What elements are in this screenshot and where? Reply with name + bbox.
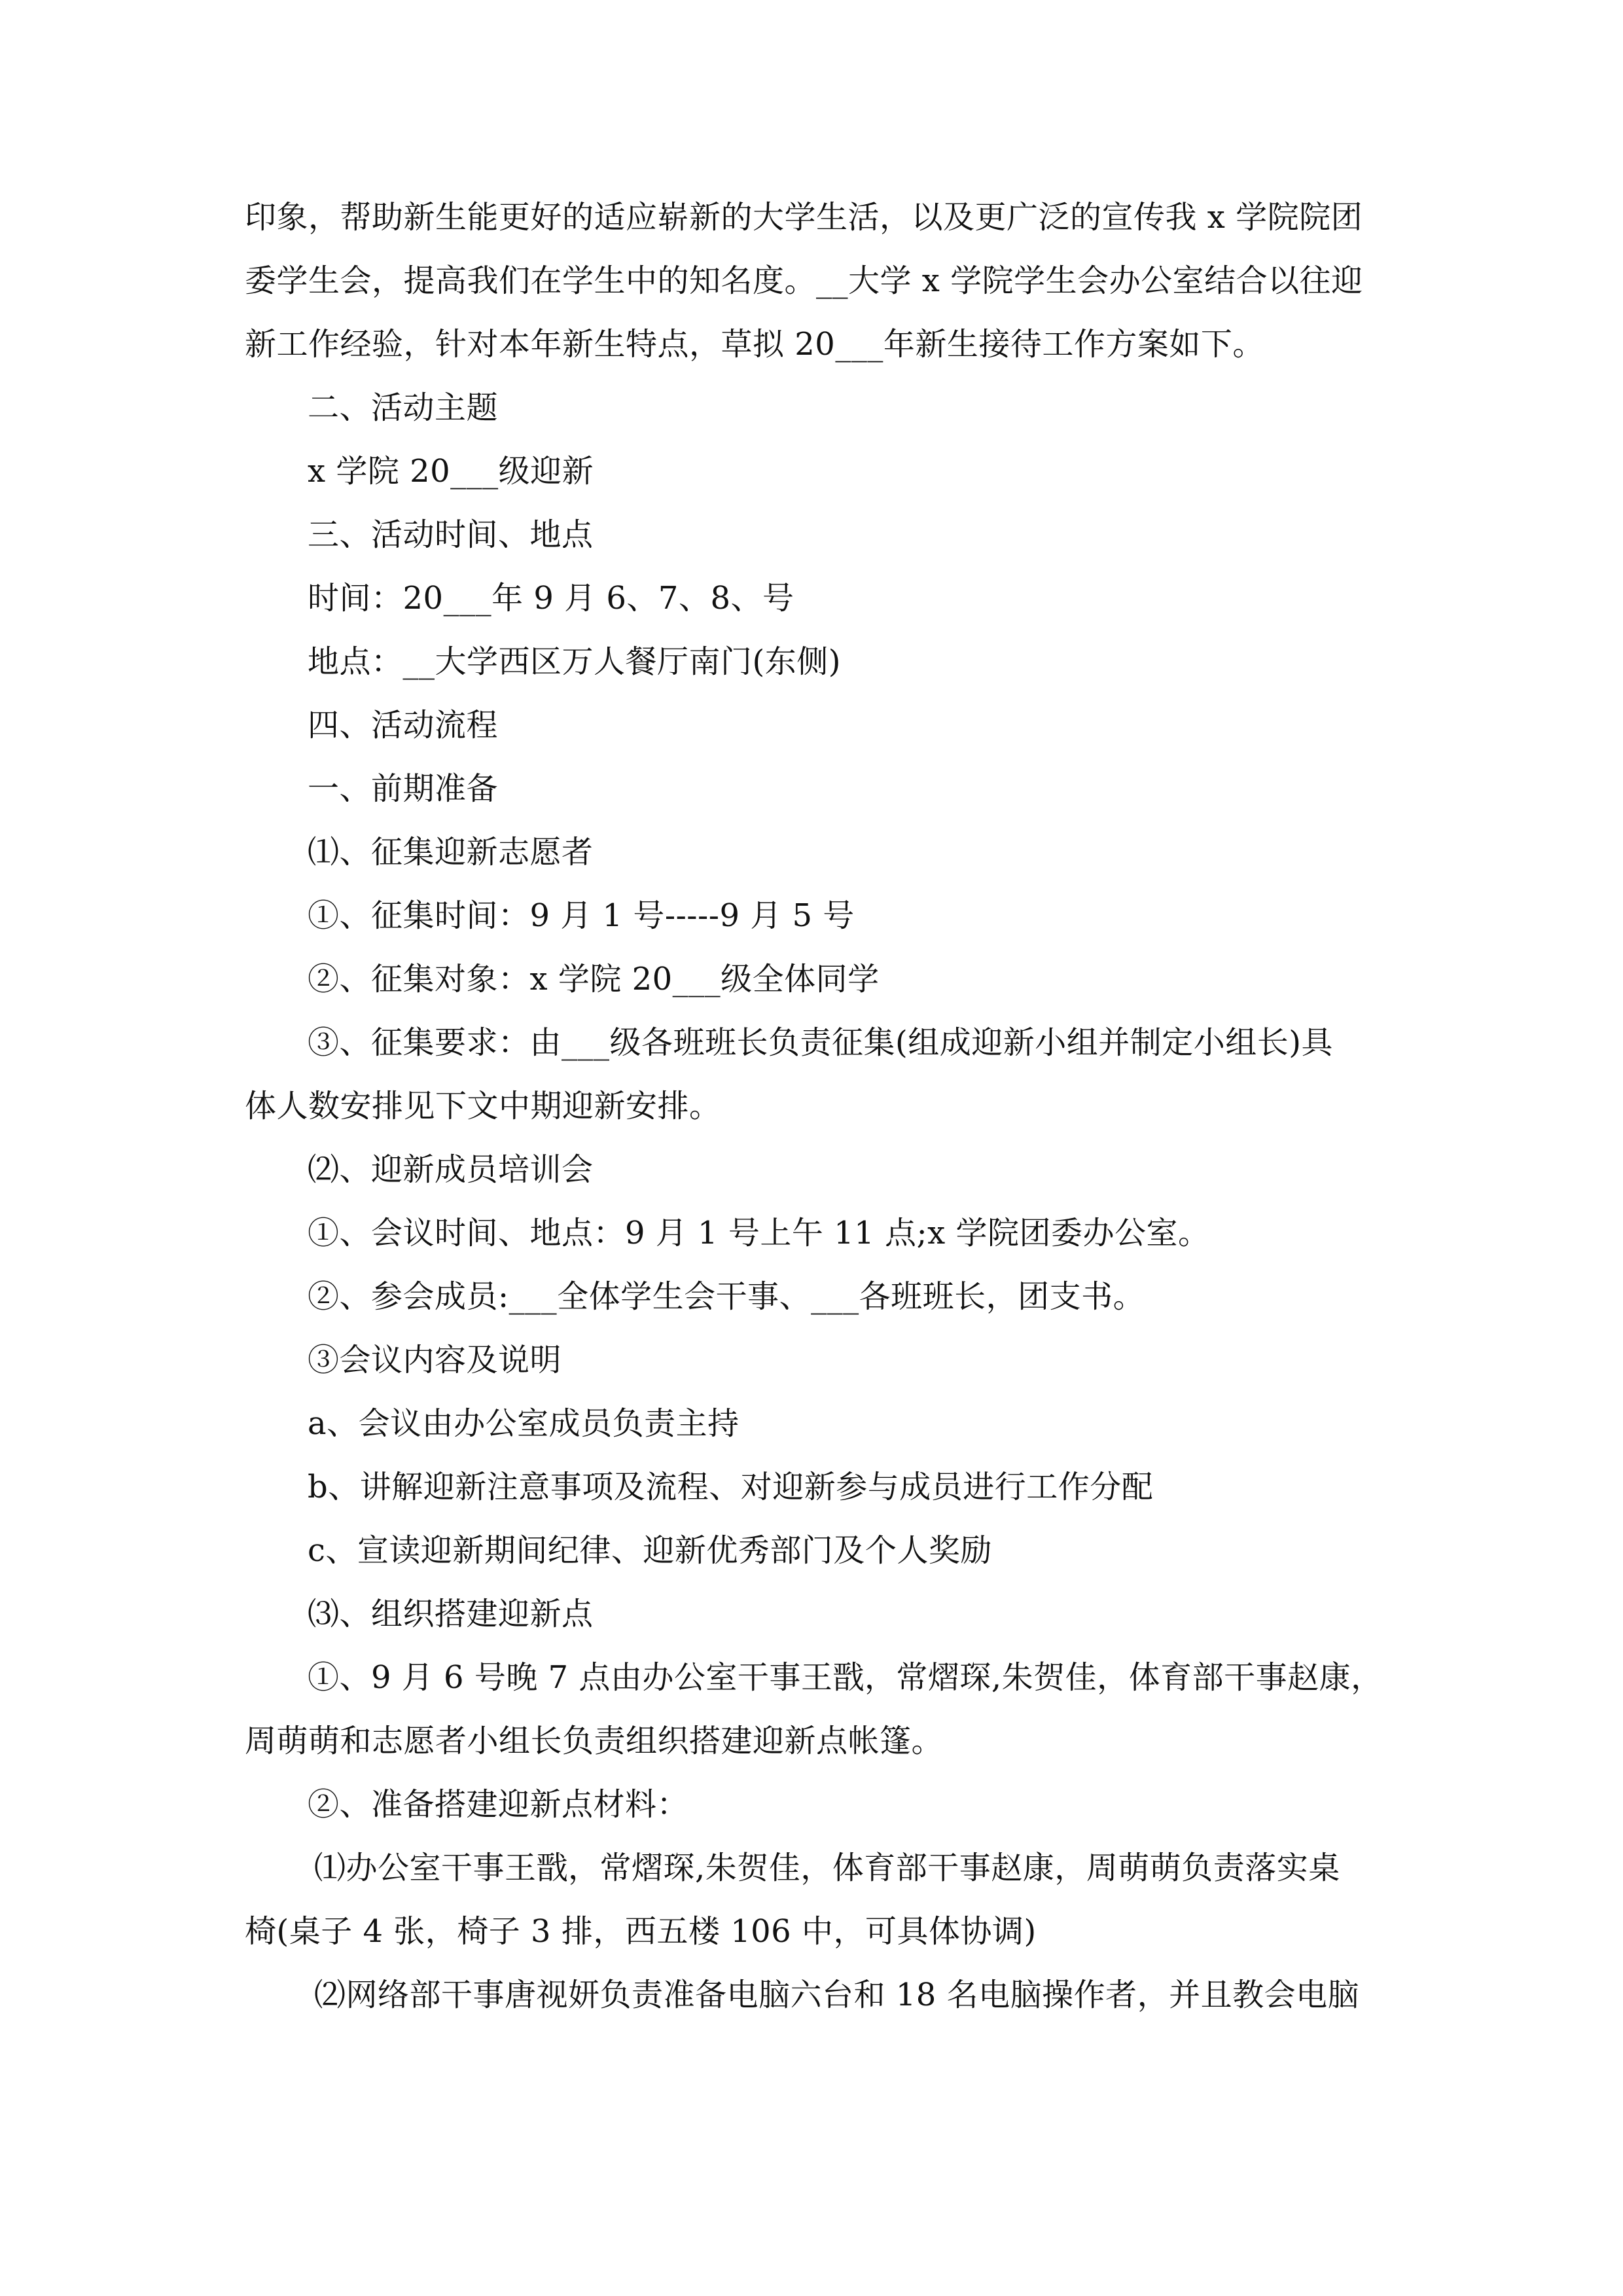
text-line: ①、会议时间、地点：9 月 1 号上午 11 点;x 学院团委办公室。 (308, 1215, 1210, 1251)
text-line: x 学院 20___级迎新 (308, 453, 594, 490)
text-line: ①、9 月 6 号晚 7 点由办公室干事王戬，常熠琛,朱贺佳，体育部干事赵康， (308, 1659, 1383, 1696)
text-line: ③会议内容及说明 (308, 1342, 562, 1378)
section-heading: 二、活动主题 (308, 389, 499, 426)
text-line: 印象，帮助新生能更好的适应崭新的大学生活，以及更广泛的宣传我 x 学院院团 (245, 199, 1363, 236)
text-line: c、宣读迎新期间纪律、迎新优秀部门及个人奖励 (308, 1532, 992, 1569)
text-line: 新工作经验，针对本年新生特点，草拟 20___年新生接待工作方案如下。 (245, 326, 1264, 363)
text-line: 委学生会，提高我们在学生中的知名度。__大学 x 学院学生会办公室结合以往迎 (245, 262, 1363, 299)
text-line: 地点：__大学西区万人餐厅南门(东侧) (308, 643, 841, 680)
text-line: 椅(桌子 4 张，椅子 3 排，西五楼 106 中，可具体协调) (245, 1913, 1037, 1950)
subsection-heading: ⑵、迎新成员培训会 (308, 1151, 594, 1188)
text-line: ②、准备搭建迎新点材料： (308, 1786, 689, 1823)
text-line: ⑴办公室干事王戬，常熠琛,朱贺佳，体育部干事赵康，周萌萌负责落实桌 (314, 1850, 1340, 1886)
text-line: ⑵网络部干事唐视妍负责准备电脑六台和 18 名电脑操作者，并且教会电脑 (314, 1977, 1360, 2013)
text-line: 时间：20___年 9 月 6、7、8、号 (308, 580, 794, 617)
text-line: ②、参会成员:___全体学生会干事、___各班班长，团支书。 (308, 1278, 1145, 1315)
section-heading: 三、活动时间、地点 (308, 516, 594, 553)
text-line: a、会议由办公室成员负责主持 (308, 1405, 740, 1442)
text-line: ③、征集要求：由___级各班班长负责征集(组成迎新小组并制定小组长)具 (308, 1024, 1333, 1061)
text-line: b、讲解迎新注意事项及流程、对迎新参与成员进行工作分配 (308, 1469, 1154, 1505)
subsection-heading: ⑶、组织搭建迎新点 (308, 1596, 594, 1632)
section-heading: 四、活动流程 (308, 707, 499, 744)
section-heading: 一、前期准备 (308, 770, 499, 807)
subsection-heading: ⑴、征集迎新志愿者 (308, 834, 594, 870)
text-line: 体人数安排见下文中期迎新安排。 (245, 1088, 721, 1124)
text-line: ①、征集时间：9 月 1 号-----9 月 5 号 (308, 897, 855, 934)
text-line: ②、征集对象：x 学院 20___级全体同学 (308, 961, 880, 997)
text-line: 周萌萌和志愿者小组长负责组织搭建迎新点帐篷。 (245, 1723, 944, 1759)
